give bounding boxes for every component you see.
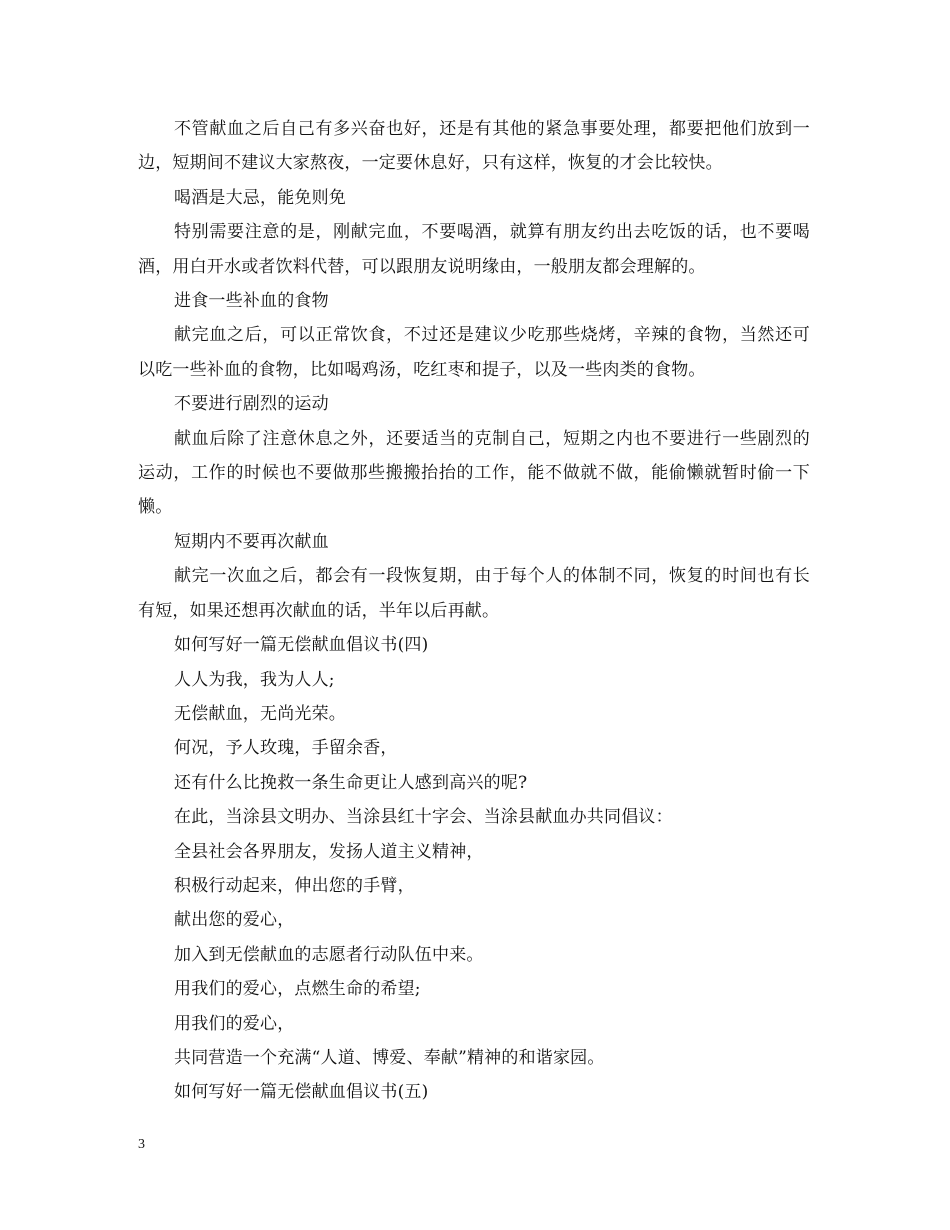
section-heading: 进食一些补血的食物 — [174, 291, 329, 312]
section-heading: 不要进行剧烈的运动 — [174, 394, 329, 415]
paragraph: 不管献血之后自己有多兴奋也好，还是有其他的紧急事要处理，都要把他们放到一边，短期间不建议大家熬夜，一定要休息好，只有这样，恢复的才会比较快。 — [138, 119, 810, 174]
poem-line: 献出您的爱心， — [174, 910, 295, 931]
document-body — [138, 112, 810, 1110]
poem-line: 用我们的爱心，点燃生命的希望; — [174, 979, 421, 1000]
poem-line: 还有什么比挽救一条生命更让人感到高兴的呢? — [174, 772, 528, 793]
poem-line: 全县社会各界朋友，发扬人道主义精神， — [174, 841, 484, 862]
paragraph: 献血后除了注意休息之外，还要适当的克制自己，短期之内也不要进行一些剧烈的运动，工作的时候也不要做那些搬搬抬抬的工作，能不做就不做，能偷懒就暂时偷一下懒。 — [138, 428, 810, 518]
section-heading: 如何写好一篇无偿献血倡议书(四) — [174, 635, 429, 656]
poem-line: 加入到无偿献血的志愿者行动队伍中来。 — [174, 944, 484, 965]
poem-line: 在此，当涂县文明办、当涂县红十字会、当涂县献血办共同倡议： — [174, 807, 673, 828]
section-heading: 喝酒是大忌，能免则免 — [174, 187, 346, 208]
section-heading: 如何写好一篇无偿献血倡议书(五) — [174, 1082, 429, 1103]
poem-line: 共同营造一个充满“人道、博爱、奉献”精神的和谐家园。 — [174, 1047, 605, 1068]
section-heading: 短期内不要再次献血 — [174, 531, 329, 552]
poem-line: 用我们的爱心， — [174, 1013, 295, 1034]
poem-line: 积极行动起来，伸出您的手臂， — [174, 875, 415, 896]
poem-line: 无偿献血，无尚光荣。 — [174, 703, 346, 724]
paragraph: 特别需要注意的是，刚献完血，不要喝酒，就算有朋友约出去吃饭的话，也不要喝酒，用白开水或者饮料代替，可以跟朋友说明缘由，一般朋友都会理解的。 — [138, 222, 810, 277]
paragraph: 献完一次血之后，都会有一段恢复期，由于每个人的体制不同，恢复的时间也有长有短，如果还想再次献血的话，半年以后再献。 — [138, 566, 810, 621]
paragraph: 献完血之后，可以正常饮食，不过还是建议少吃那些烧烤，辛辣的食物，当然还可以吃一些补血的食物，比如喝鸡汤，吃红枣和提子，以及一些肉类的食物。 — [138, 325, 810, 380]
poem-line: 何况，予人玫瑰，手留余香， — [174, 738, 398, 759]
poem-line: 人人为我，我为人人; — [174, 669, 335, 690]
page-number: 3 — [138, 1137, 145, 1152]
